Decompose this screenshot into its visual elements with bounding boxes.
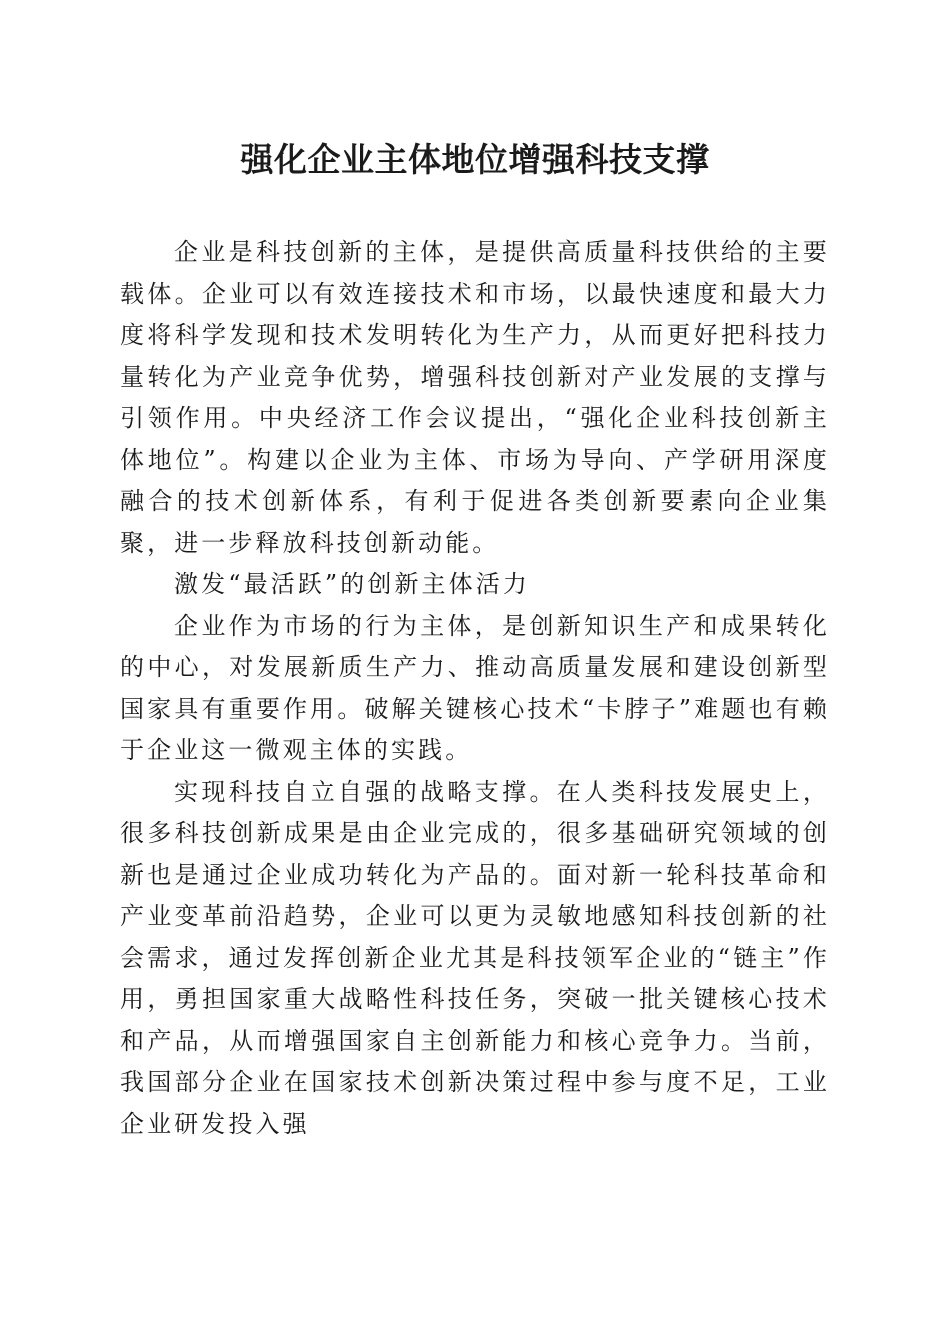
section-heading: 激发“最活跃”的创新主体活力: [174, 570, 530, 598]
paragraph-strategic-support: 实现科技自立自强的战略支撑。在人类科技发展史上，很多科技创新成果是由企业完成的，很多基础研究领域的创新也是通过企业成功转化为产品的。面对新一轮科技革命和产业变革前沿趋势，企业可以更为灵敏地感知科技创新的社会需求，通过发挥创新企业尤其是科技领军企业的“链主”作用，勇担国家重大战略性科技任务，突破一批关键核心技术和产品，从而增强国家自主创新能力和核心竞争力。当前，我国部分企业在国家技术创新决策过程中参与度不足，工业企业研发投入强: [120, 777, 830, 1138]
document-body: [120, 232, 830, 1145]
paragraph-intro: 企业是科技创新的主体，是提供高质量科技供给的主要载体。企业可以有效连接技术和市场，以最快速度和最大力度将科学发现和技术发明转化为生产力，从而更好把科技力量转化为产业竞争优势，增强科技创新对产业发展的支撑与引领作用。中央经济工作会议提出，“强化企业科技创新主体地位”。构建以企业为主体、市场为导向、产学研用深度融合的技术创新体系，有利于促进各类创新要素向企业集聚，进一步释放科技创新动能。: [120, 238, 830, 557]
document-title: 强化企业主体地位增强科技支撑: [240, 140, 710, 179]
paragraph-enterprise-role: 企业作为市场的行为主体，是创新知识生产和成果转化的中心，对发展新质生产力、推动高质量发展和建设创新型国家具有重要作用。破解关键核心技术“卡脖子”难题也有赖于企业这一微观主体的实践。: [120, 611, 830, 764]
